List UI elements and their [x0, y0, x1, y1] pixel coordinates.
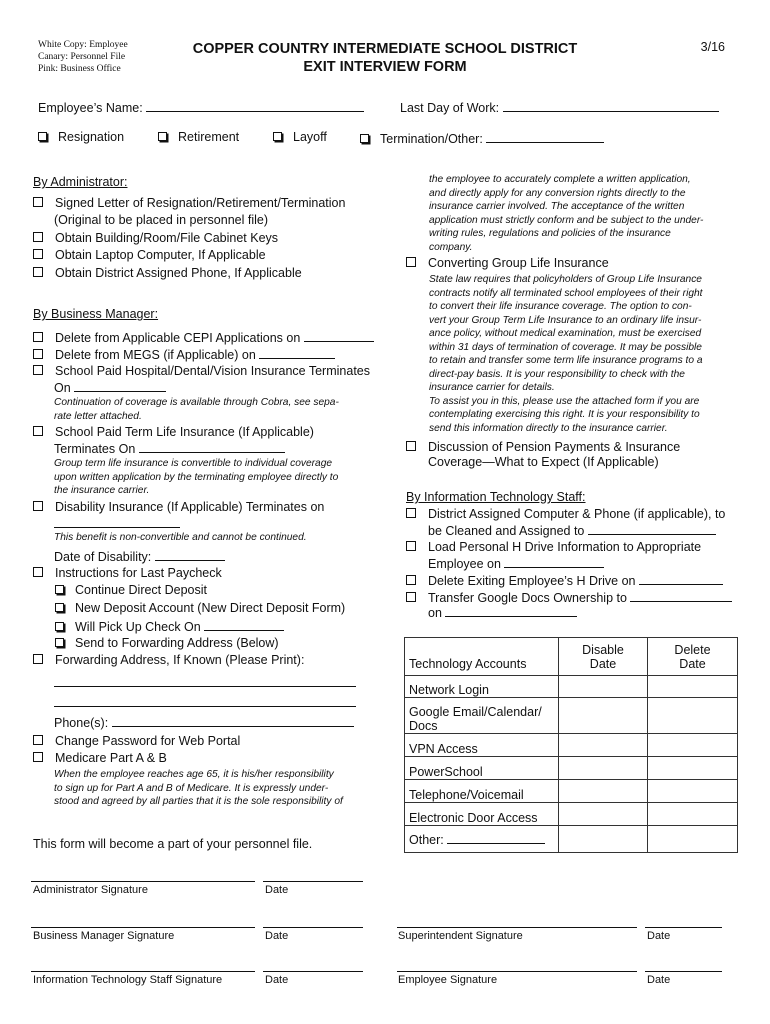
it-item-hdrive[interactable] [406, 540, 701, 554]
admin-item-letter-note: (Original to be placed in personnel file) [54, 213, 269, 227]
disable-date-cell[interactable] [559, 698, 648, 734]
life-terminates-row [54, 440, 285, 456]
checkbox[interactable] [55, 585, 64, 594]
form-title: EXIT INTERVIEW FORM [303, 59, 467, 75]
form-revision: 3/16 [700, 40, 725, 54]
table-header-row [405, 638, 738, 676]
delete-date-cell[interactable] [648, 734, 738, 757]
item-label: Medicare Part A & B [55, 751, 167, 765]
on-label: Terminates On [54, 442, 136, 456]
account-name: Telephone/Voicemail [405, 780, 559, 803]
disable-date-cell[interactable] [559, 780, 648, 803]
checkbox[interactable] [33, 501, 43, 511]
disable-date-cell[interactable] [559, 757, 648, 780]
item-label: Forwarding Address, If Known (Please Print): [55, 653, 305, 667]
table-row [405, 676, 738, 698]
admin-heading: By Administrator: [33, 175, 128, 189]
checkbox[interactable] [33, 752, 43, 762]
state-law-note [429, 273, 703, 435]
account-name: PowerSchool [405, 757, 559, 780]
col-line: Delete [674, 643, 711, 657]
bm-date-label: Date [265, 930, 289, 942]
note-line: insurance carrier for details. [429, 382, 555, 393]
item-label: on [428, 606, 442, 620]
item-label: Obtain Building/Room/File Cabinet Keys [55, 231, 279, 245]
it-item-hdrive-line2 [428, 555, 604, 571]
business-item-hospital[interactable] [33, 364, 370, 378]
last-day-field[interactable] [503, 99, 719, 112]
admin-date-label: Date [265, 884, 289, 896]
note-line: contemplating exercising this right. It is your responsibility to [429, 409, 700, 420]
item-label: Delete Exiting Employee’s H Drive on [428, 574, 636, 588]
life-note [54, 457, 338, 498]
checkbox[interactable] [273, 132, 282, 141]
account-name [405, 826, 559, 853]
item-group-life[interactable] [406, 256, 609, 270]
it-item-gdocs[interactable] [406, 589, 732, 605]
it-signature-line[interactable] [31, 971, 255, 972]
paycheck-pick-up[interactable] [55, 618, 284, 634]
note-line: To assist you in this, please use the attached form if you are [429, 395, 700, 407]
hospital-terminates-row [54, 379, 166, 395]
note-line: within 31 days of termination of coverage. It may be possible [429, 341, 702, 353]
checkbox[interactable] [55, 638, 64, 647]
termination-other-field[interactable] [486, 130, 604, 143]
item-label: Delete from Applicable CEPI Applications on [55, 331, 301, 345]
account-line: Docs [409, 719, 438, 733]
item-pension[interactable] [406, 440, 680, 454]
delete-date-cell[interactable] [648, 780, 738, 803]
item-label: be Cleaned and Assigned to [428, 524, 585, 538]
option-label: Retirement [178, 130, 240, 144]
it-date-label: Date [265, 974, 289, 986]
disable-date-cell[interactable] [559, 826, 648, 853]
col-line: Disable [582, 643, 624, 657]
phone-row [54, 714, 354, 730]
table-row [405, 780, 738, 803]
checkbox[interactable] [55, 622, 64, 631]
phone-field[interactable] [112, 714, 354, 727]
supt-date-label: Date [647, 930, 671, 942]
personnel-file-note: This form will become a part of your personnel file. [33, 837, 313, 851]
item-label: District Assigned Computer & Phone (if applicable), to [428, 507, 726, 521]
it-item-computer-line2 [428, 522, 716, 538]
disability-date-field[interactable] [155, 548, 225, 561]
business-item-paycheck[interactable] [33, 566, 222, 580]
note-line: upon written application by the terminating employee directly to [54, 471, 339, 483]
checkbox[interactable] [33, 426, 43, 436]
admin-signature-line[interactable] [31, 881, 255, 882]
table-row [405, 757, 738, 780]
disability-note: This benefit is non-convertible and cannot be continued. [54, 532, 307, 543]
table-row [405, 826, 738, 853]
checkbox[interactable] [406, 592, 416, 602]
checkbox[interactable] [406, 257, 416, 267]
supt-signature-line[interactable] [397, 927, 637, 928]
employee-name-row [38, 99, 364, 115]
checkbox[interactable] [406, 575, 416, 585]
checkbox[interactable] [33, 654, 43, 664]
item-label: Transfer Google Docs Ownership to [428, 591, 627, 605]
disability-terminates-field[interactable] [54, 515, 180, 528]
business-item-megs[interactable] [33, 346, 335, 362]
note-line: When the employee reaches age 65, it is his/her responsibility [54, 769, 334, 780]
paycheck-new-account[interactable] [55, 601, 345, 615]
note-line: rate letter attached. [54, 410, 142, 422]
item-label: Instructions for Last Paycheck [55, 566, 222, 580]
note-line: Continuation of coverage is available through Cobra, see sepa- [54, 397, 339, 408]
checkbox[interactable] [406, 508, 416, 518]
it-date-line[interactable] [263, 971, 363, 972]
checkbox[interactable] [406, 441, 416, 451]
delete-h-date-field[interactable] [639, 572, 723, 585]
technology-accounts-table [404, 637, 738, 853]
employee-name-field[interactable] [146, 99, 364, 112]
item-label: Obtain Laptop Computer, If Applicable [55, 248, 266, 262]
checkbox[interactable] [38, 132, 47, 141]
note-line: contracts notify all terminated school employees of their right [429, 287, 703, 299]
table-row [405, 734, 738, 757]
note-line: to retain and transfer some term life insurance programs to a [429, 355, 703, 366]
delete-date-cell[interactable] [648, 698, 738, 734]
table-row [405, 698, 738, 734]
item-label: Disability Insurance (If Applicable) Terminates on [55, 500, 325, 514]
delete-date-cell[interactable] [648, 803, 738, 826]
item-label: School Paid Hospital/Dental/Vision Insurance Terminates [55, 364, 370, 378]
disable-date-cell[interactable] [559, 734, 648, 757]
item-label: Load Personal H Drive Information to Appropriate [428, 540, 702, 554]
disability-date-of-row [54, 548, 225, 564]
note-line: ance policy, without medical examination, must be exercised [429, 328, 702, 339]
supt-signature-label: Superintendent Signature [398, 930, 523, 942]
checkbox[interactable] [158, 132, 167, 141]
table-row [405, 803, 738, 826]
assigned-to-field[interactable] [588, 522, 716, 535]
bm-signature-line[interactable] [31, 927, 255, 928]
other-account-field[interactable] [447, 831, 545, 844]
megs-date-field[interactable] [259, 346, 335, 359]
disable-date-cell[interactable] [559, 803, 648, 826]
employee-signature-line[interactable] [397, 971, 637, 972]
checkbox[interactable] [33, 332, 43, 342]
checkbox[interactable] [406, 541, 416, 551]
item-label: Discussion of Pension Payments & Insurance [428, 440, 681, 454]
employee-date-line[interactable] [645, 971, 722, 972]
note-line: vert your Group Term Life Insurance to an ordinary life insur- [429, 314, 702, 326]
note-line: stood and agreed by all parties that it is the sole responsibility of [54, 796, 343, 807]
col-line: Date [679, 657, 706, 671]
last-day-label: Last Day of Work: [400, 101, 500, 115]
it-heading: By Information Technology Staff: [406, 490, 586, 504]
business-item-medicare[interactable] [33, 751, 167, 765]
admin-date-line[interactable] [263, 881, 363, 882]
phone-label: Phone(s): [54, 716, 109, 730]
disability-date-row [54, 515, 180, 531]
note-line: to convert their life insurance coverage. The option to con- [429, 301, 692, 312]
note-line: application must strictly conform and be subject to the under- [429, 214, 704, 226]
option-label: Resignation [58, 130, 125, 144]
item-pension-line2: Coverage—What to Expect (If Applicable) [428, 455, 659, 469]
item-label: Change Password for Web Portal [55, 734, 241, 748]
it-item-computer[interactable] [406, 507, 725, 521]
option-label: Termination/Other: [380, 132, 483, 146]
admin-signature-label: Administrator Signature [33, 884, 148, 896]
checkbox[interactable] [360, 134, 369, 143]
address-line-1[interactable] [54, 686, 356, 687]
note-line: to sign up for Part A and B of Medicare. It is expressly under- [54, 782, 329, 794]
checkbox[interactable] [33, 349, 43, 359]
business-item-cepi[interactable] [33, 329, 374, 345]
life-date-field[interactable] [139, 440, 285, 453]
admin-item-letter[interactable] [33, 196, 345, 210]
account-name [405, 698, 559, 734]
item-label: Converting Group Life Insurance [428, 256, 609, 270]
other-label: Other: [409, 833, 444, 847]
account-line: Google Email/Calendar/ [409, 705, 542, 719]
it-signature-label: Information Technology Staff Signature [33, 974, 223, 986]
option-termination-other[interactable] [360, 130, 604, 146]
admin-item-phone[interactable] [33, 266, 302, 280]
item-label: Will Pick Up Check On [75, 620, 201, 634]
note-line: direct-pay basis. It is your responsibility to check with the [429, 368, 685, 380]
option-label: Layoff [293, 130, 327, 144]
business-item-forwarding[interactable] [33, 653, 304, 667]
item-label: Send to Forwarding Address (Below) [75, 636, 279, 650]
disability-date-label: Date of Disability: [54, 550, 152, 564]
checkbox[interactable] [55, 603, 64, 612]
hdrive-date-field[interactable] [504, 555, 604, 568]
account-name: Network Login [405, 676, 559, 698]
option-resignation[interactable] [38, 130, 124, 144]
item-label: Delete from MEGS (if Applicable) on [55, 348, 256, 362]
employee-signature-label: Employee Signature [398, 974, 498, 986]
it-item-gdocs-line2 [428, 604, 577, 620]
copy-white: White Copy: Employee [38, 40, 128, 50]
col-disable-date [559, 638, 648, 676]
copy-pink: Pink: Business Office [38, 64, 121, 74]
item-label: School Paid Term Life Insurance (If Applicable) [55, 425, 314, 439]
note-line: send this information directly to the insurance carrier. [429, 422, 668, 434]
business-item-disability[interactable] [33, 500, 324, 514]
col-delete-date [648, 638, 738, 676]
paycheck-forward[interactable] [55, 636, 279, 650]
business-heading: By Business Manager: [33, 307, 159, 321]
gdocs-date-field[interactable] [445, 604, 577, 617]
checkbox[interactable] [33, 232, 43, 242]
col-line: Date [589, 657, 617, 671]
note-line: the insurance carrier. [54, 485, 150, 496]
checkbox[interactable] [33, 735, 43, 745]
business-item-life[interactable] [33, 425, 314, 439]
it-item-delete-h[interactable] [406, 572, 723, 588]
disable-date-cell[interactable] [559, 676, 648, 698]
note-line: and directly apply for any conversion rights directly to the [429, 187, 686, 199]
delete-date-cell[interactable] [648, 826, 738, 853]
on-label: On [54, 381, 71, 395]
item-label: New Deposit Account (New Direct Deposit Form) [75, 601, 346, 615]
checkbox[interactable] [33, 567, 43, 577]
cobra-note [54, 396, 339, 423]
checkbox[interactable] [33, 249, 43, 259]
supt-date-line[interactable] [645, 927, 722, 928]
delete-date-cell[interactable] [648, 757, 738, 780]
pickup-date-field[interactable] [204, 618, 284, 631]
bm-signature-label: Business Manager Signature [33, 930, 175, 942]
note-line: company. [429, 241, 473, 253]
note-line: writing rules, regulations and policies of the insurance [429, 228, 671, 239]
address-line-2[interactable] [54, 706, 356, 707]
employee-name-label: Employee’s Name: [38, 101, 143, 115]
bm-date-line[interactable] [263, 927, 363, 928]
delete-date-cell[interactable] [648, 676, 738, 698]
checkbox[interactable] [33, 365, 43, 375]
note-line: the employee to accurately complete a written application, [429, 174, 691, 185]
conversion-rights-note [429, 173, 703, 254]
cepi-date-field[interactable] [304, 329, 374, 342]
item-label: Continue Direct Deposit [75, 583, 208, 597]
admin-item-keys[interactable] [33, 231, 278, 245]
note-line: Group term life insurance is convertible to individual coverage [54, 458, 333, 469]
option-layoff[interactable] [273, 130, 327, 144]
admin-item-laptop[interactable] [33, 248, 266, 262]
copy-canary: Canary: Personnel File [38, 52, 126, 62]
gdocs-owner-field[interactable] [630, 589, 732, 602]
checkbox[interactable] [33, 267, 43, 277]
last-day-row [400, 99, 719, 115]
account-name: Electronic Door Access [405, 803, 559, 826]
hospital-date-field[interactable] [74, 379, 166, 392]
account-name: VPN Access [405, 734, 559, 757]
option-retirement[interactable] [158, 130, 239, 144]
district-title: COPPER COUNTRY INTERMEDIATE SCHOOL DISTRICT [192, 41, 578, 57]
item-label: Signed Letter of Resignation/Retirement/Termination [55, 196, 346, 210]
note-line: insurance carrier involved. The acceptance of the written [429, 201, 685, 212]
note-line: State law requires that policyholders of Group Life Insurance [429, 274, 702, 285]
checkbox[interactable] [33, 197, 43, 207]
item-label: Employee on [428, 557, 501, 571]
item-label: Obtain District Assigned Phone, If Applicable [55, 266, 302, 280]
employee-date-label: Date [647, 974, 671, 986]
col-technology-accounts: Technology Accounts [405, 638, 559, 676]
business-item-password[interactable] [33, 734, 240, 748]
paycheck-direct-deposit[interactable] [55, 583, 207, 597]
medicare-note [54, 768, 343, 809]
